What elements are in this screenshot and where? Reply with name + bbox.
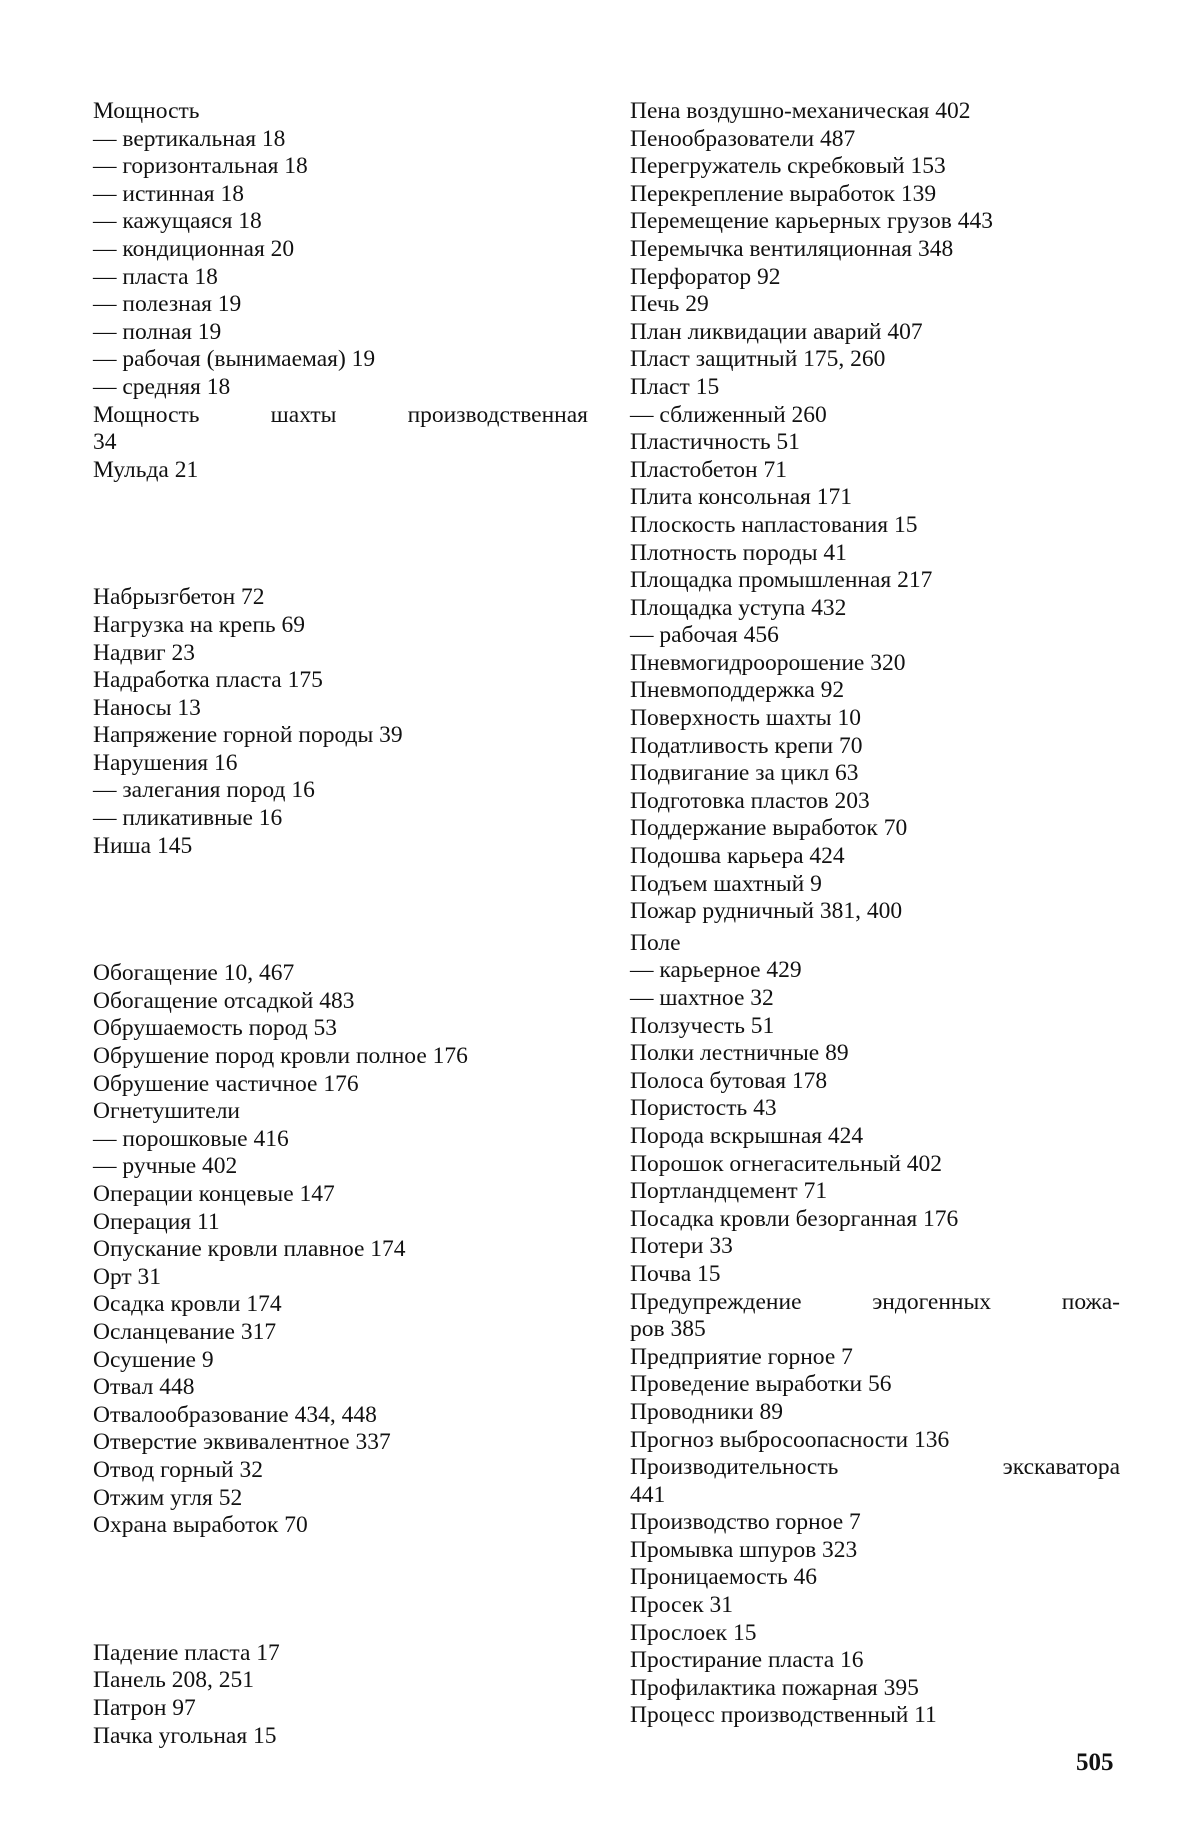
- index-entry: Плотность породы 41: [630, 540, 1120, 568]
- index-entry: Перфоратор 92: [630, 264, 1120, 292]
- index-entry: — вертикальная 18: [93, 126, 588, 154]
- index-entry: 34: [93, 429, 588, 457]
- index-entry: Пачка угольная 15: [93, 1723, 588, 1751]
- index-entry: Полоса бутовая 178: [630, 1068, 1120, 1096]
- index-entry: Патрон 97: [93, 1695, 588, 1723]
- index-entry: Ниша 145: [93, 833, 588, 861]
- index-entry: Панель 208, 251: [93, 1667, 588, 1695]
- index-entry: Мощность: [93, 98, 588, 126]
- section-gap: [93, 860, 588, 960]
- index-entry: Пласт защитный 175, 260: [630, 346, 1120, 374]
- index-entry: Перемычка вентиляционная 348: [630, 236, 1120, 264]
- index-entry: Производство горное 7: [630, 1509, 1120, 1537]
- index-entry: Производительность экскаватора: [630, 1454, 1120, 1482]
- index-entry: Перемещение карьерных грузов 443: [630, 208, 1120, 236]
- index-entry: Подвигание за цикл 63: [630, 760, 1120, 788]
- index-entry: Пенообразователи 487: [630, 126, 1120, 154]
- index-entry: Перегружатель скребковый 153: [630, 153, 1120, 181]
- index-entry: Потери 33: [630, 1233, 1120, 1261]
- index-entry: Проводники 89: [630, 1399, 1120, 1427]
- index-entry: Пластичность 51: [630, 429, 1120, 457]
- index-entry: Отжим угля 52: [93, 1485, 588, 1513]
- index-entry: Пожар рудничный 381, 400: [630, 898, 1120, 926]
- index-entry: Печь 29: [630, 291, 1120, 319]
- index-entry: Процесс производственный 11: [630, 1702, 1120, 1730]
- index-entry: Надработка пласта 175: [93, 667, 588, 695]
- index-entry: Просек 31: [630, 1592, 1120, 1620]
- index-entry: Отвод горный 32: [93, 1457, 588, 1485]
- section-gap: [93, 1540, 588, 1640]
- index-entry: Поверхность шахты 10: [630, 705, 1120, 733]
- index-entry: Предприятие горное 7: [630, 1344, 1120, 1372]
- index-entry: Осушение 9: [93, 1347, 588, 1375]
- index-entry: Нагрузка на крепь 69: [93, 612, 588, 640]
- index-entry: Площадка промышленная 217: [630, 567, 1120, 595]
- index-entry: — рабочая 456: [630, 622, 1120, 650]
- index-entry: План ликвидации аварий 407: [630, 319, 1120, 347]
- index-entry: — горизонтальная 18: [93, 153, 588, 181]
- index-entry: Профилактика пожарная 395: [630, 1675, 1120, 1703]
- index-entry: Обрушение пород кровли полное 176: [93, 1043, 588, 1071]
- index-entry: 441: [630, 1482, 1120, 1510]
- index-entry: Набрызгбетон 72: [93, 584, 588, 612]
- index-page: [0, 0, 1200, 1830]
- index-entry: Прослоек 15: [630, 1620, 1120, 1648]
- index-entry: Пласт 15: [630, 374, 1120, 402]
- index-entry: Перекрепление выработок 139: [630, 181, 1120, 209]
- index-entry: — порошковые 416: [93, 1126, 588, 1154]
- index-entry: Проведение выработки 56: [630, 1371, 1120, 1399]
- index-entry: Операция 11: [93, 1209, 588, 1237]
- index-entry: Огнетушители: [93, 1098, 588, 1126]
- index-entry: Ползучесть 51: [630, 1013, 1120, 1041]
- index-entry: — пликативные 16: [93, 805, 588, 833]
- index-entry: — кажущаяся 18: [93, 208, 588, 236]
- index-entry: Пневмоподдержка 92: [630, 677, 1120, 705]
- index-entry: Мощность шахты производственная: [93, 402, 588, 430]
- index-entry: Пневмогидроорошение 320: [630, 650, 1120, 678]
- index-entry: Отвалообразование 434, 448: [93, 1402, 588, 1430]
- index-entry: Поддержание выработок 70: [630, 815, 1120, 843]
- index-entry: Осадка кровли 174: [93, 1291, 588, 1319]
- index-entry: Подошва карьера 424: [630, 843, 1120, 871]
- index-entry: ров 385: [630, 1316, 1120, 1344]
- index-entry: Портландцемент 71: [630, 1178, 1120, 1206]
- index-entry: Порошок огнегасительный 402: [630, 1151, 1120, 1179]
- index-entry: Полки лестничные 89: [630, 1040, 1120, 1068]
- index-entry: — залегания пород 16: [93, 777, 588, 805]
- index-entry: Мульда 21: [93, 457, 588, 485]
- index-entry: Посадка кровли безорганная 176: [630, 1206, 1120, 1234]
- index-entry: — пласта 18: [93, 264, 588, 292]
- index-entry: Пористость 43: [630, 1095, 1120, 1123]
- index-entry: — истинная 18: [93, 181, 588, 209]
- index-entry: Охрана выработок 70: [93, 1512, 588, 1540]
- index-entry: Площадка уступа 432: [630, 595, 1120, 623]
- index-entry: — полная 19: [93, 319, 588, 347]
- index-entry: Промывка шпуров 323: [630, 1537, 1120, 1565]
- index-entry: Отверстие эквивалентное 337: [93, 1429, 588, 1457]
- index-entry: — средняя 18: [93, 374, 588, 402]
- index-entry: Порода вскрышная 424: [630, 1123, 1120, 1151]
- index-entry: Плоскость напластования 15: [630, 512, 1120, 540]
- index-entry: Подъем шахтный 9: [630, 871, 1120, 899]
- index-entry: Почва 15: [630, 1261, 1120, 1289]
- index-entry: Пластобетон 71: [630, 457, 1120, 485]
- index-entry: Операции концевые 147: [93, 1181, 588, 1209]
- index-entry: Прогноз выбросоопасности 136: [630, 1427, 1120, 1455]
- index-entry: — рабочая (вынимаемая) 19: [93, 346, 588, 374]
- index-entry: Податливость крепи 70: [630, 733, 1120, 761]
- index-entry: Пена воздушно-механическая 402: [630, 98, 1120, 126]
- index-entry: Обрушаемость пород 53: [93, 1015, 588, 1043]
- index-entry: Проницаемость 46: [630, 1564, 1120, 1592]
- index-entry: — сближенный 260: [630, 402, 1120, 430]
- index-entry: Обрушение частичное 176: [93, 1071, 588, 1099]
- index-column-right: [630, 98, 1120, 1730]
- index-entry: Отвал 448: [93, 1374, 588, 1402]
- index-entry: Простирание пласта 16: [630, 1647, 1120, 1675]
- index-entry: Плита консольная 171: [630, 484, 1120, 512]
- index-entry: Надвиг 23: [93, 640, 588, 668]
- index-entry: — шахтное 32: [630, 985, 1120, 1013]
- index-entry: — карьерное 429: [630, 957, 1120, 985]
- index-entry: Предупреждение эндогенных пожа-: [630, 1289, 1120, 1317]
- index-entry: Наносы 13: [93, 695, 588, 723]
- index-entry: Подготовка пластов 203: [630, 788, 1120, 816]
- index-column-left: [93, 98, 588, 1750]
- index-entry: Орт 31: [93, 1264, 588, 1292]
- section-gap: [93, 484, 588, 584]
- index-entry: — кондиционная 20: [93, 236, 588, 264]
- index-entry: — полезная 19: [93, 291, 588, 319]
- index-entry: Опускание кровли плавное 174: [93, 1236, 588, 1264]
- index-entry: Напряжение горной породы 39: [93, 722, 588, 750]
- index-entry: Нарушения 16: [93, 750, 588, 778]
- index-entry: Поле: [630, 930, 1120, 958]
- index-entry: — ручные 402: [93, 1153, 588, 1181]
- page-number: 505: [1076, 1748, 1114, 1778]
- index-entry: Обогащение 10, 467: [93, 960, 588, 988]
- index-entry: Осланцевание 317: [93, 1319, 588, 1347]
- index-entry: Падение пласта 17: [93, 1640, 588, 1668]
- index-entry: Обогащение отсадкой 483: [93, 988, 588, 1016]
